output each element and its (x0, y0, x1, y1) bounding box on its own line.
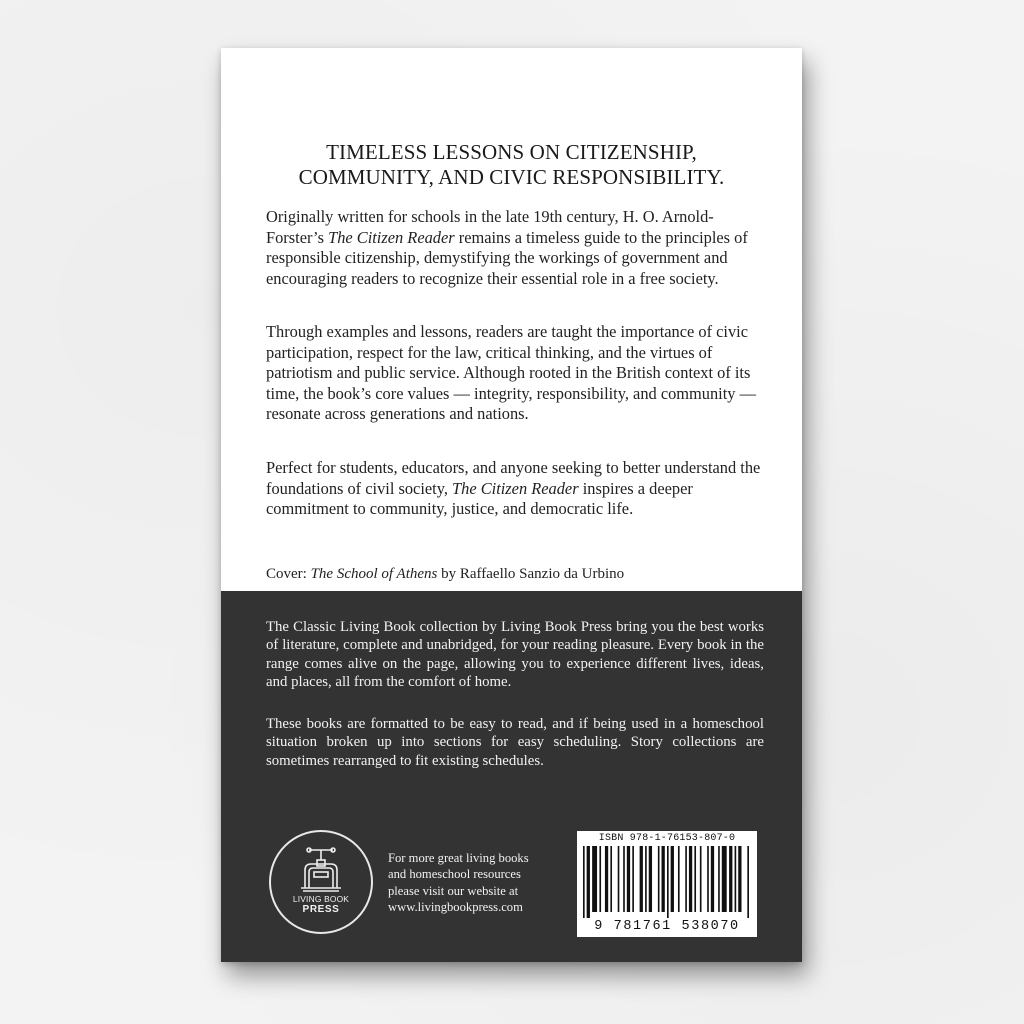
barcode-bar (671, 846, 674, 912)
barcode-bar (610, 846, 612, 912)
cover-credit (266, 566, 624, 583)
cover-top-section (221, 48, 802, 591)
barcode-bar (583, 846, 585, 918)
barcode-bar (689, 846, 692, 912)
barcode-bar (618, 846, 620, 912)
description-paragraph-2: Through examples and lessons, readers are taught the importance of civic participation, respect for the law, critical thinking, and the virtues of patriotism and public service. Although rooted in the British context of its time, the book’s core values — integrity, responsibility, and community — resonate across generations and nations. (266, 322, 756, 424)
paragraph-1-text-before: Originally written for schools in the late 19th century, H. O. Arnold-Forster’s (266, 207, 714, 247)
book-back-cover (221, 48, 802, 962)
collection-paragraph-1: The Classic Living Book collection by Living Book Press bring you the best works of literature, complete and unabridged, for your reading pleasure. Every book in the range comes alive on the page, allowing you to experience different lives, ideas, and places, all from the comfort of home. (266, 619, 764, 690)
description-paragraph-1 (266, 207, 766, 289)
barcode-bar (694, 846, 696, 912)
barcode-bar (667, 846, 669, 918)
barcode-bar (678, 846, 680, 912)
paragraph-3-text-after: inspires a deeper commitment to community, justice, and democratic life. (266, 478, 693, 519)
barcode-digits: 9 781761 538070 (594, 919, 740, 934)
website-info-line-2: and homeschool resources (388, 867, 521, 882)
collection-panel (221, 591, 802, 962)
barcode-bars (583, 846, 751, 918)
isbn-barcode (577, 831, 757, 937)
barcode-bar (662, 846, 665, 912)
description-paragraph-3 (266, 458, 766, 520)
barcode-bar (632, 846, 634, 912)
barcode-bar (718, 846, 720, 912)
book-title: The Citizen Reader (452, 478, 579, 498)
logo-text-living-book: LIVING BOOK (292, 894, 350, 904)
barcode-bar (649, 846, 652, 912)
paragraph-3-text-before: Perfect for students, educators, and anyone seeking to better understand the foundations of civil society, (266, 458, 761, 498)
barcode-bar (640, 846, 643, 912)
logo-text-press: PRESS (302, 904, 340, 915)
book-title: The Citizen Reader (328, 227, 455, 247)
paragraph-1-text-after: remains a timeless guide to the principles of responsible citizenship, demystifying the workings of government and encouraging readers to recognize their essential role in a free society. (266, 227, 748, 288)
website-info-line-1: For more great living books (388, 851, 529, 865)
living-book-press-logo (269, 830, 373, 934)
cover-credit-prefix: Cover: (266, 566, 311, 582)
barcode-bar (627, 846, 630, 912)
barcode-bar (735, 846, 737, 912)
cover-credit-suffix: by Raffaello Sanzio da Urbino (437, 566, 625, 582)
barcode-bar (711, 846, 714, 912)
book-press-icon (297, 846, 345, 894)
headline-line-1: TIMELESS LESSONS ON CITIZENSHIP, (326, 140, 697, 164)
headline-line-2: COMMUNITY, AND CIVIC RESPONSIBILITY. (298, 165, 725, 189)
collection-paragraph-2: These books are formatted to be easy to read, and if being used in a homeschool situation broken up into sections for easy scheduling. Story collections are sometimes rearranged to fit existing schedules. (266, 716, 764, 769)
barcode-bar (605, 846, 608, 912)
barcode-bar (729, 846, 732, 912)
barcode-bar (685, 846, 687, 912)
barcode-bar (587, 846, 590, 918)
website-info (388, 850, 529, 916)
barcode-bar (658, 846, 660, 912)
barcode-bar (623, 846, 625, 912)
barcode-bar (738, 846, 741, 912)
barcode-bar (592, 846, 597, 912)
cover-artwork-title: The School of Athens (310, 566, 438, 582)
barcode-bar (645, 846, 647, 912)
barcode-bar (599, 846, 601, 912)
barcode-bar (747, 846, 749, 918)
headline (221, 140, 802, 190)
barcode-bar (722, 846, 727, 912)
website-info-line-3: please visit our website at (388, 883, 519, 898)
barcode-bar (700, 846, 702, 912)
isbn-label: ISBN 978-1-76153-807-0 (598, 833, 736, 844)
website-url: www.livingbookpress.com (388, 900, 523, 915)
barcode-bar (707, 846, 709, 912)
